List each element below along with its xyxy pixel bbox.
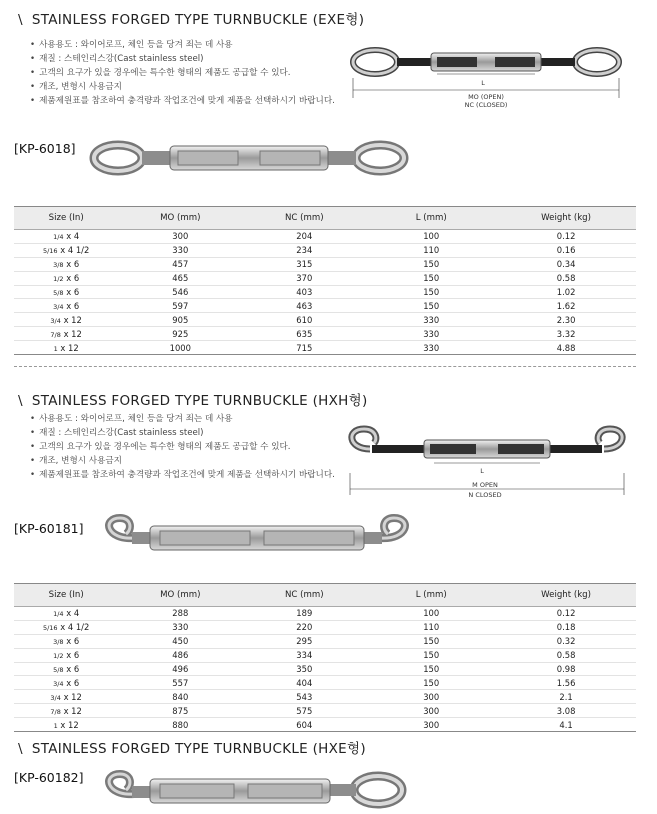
section-divider [14,366,636,367]
size-fraction: 1 [53,344,58,353]
weight-cell: 2.30 [496,313,636,327]
l-cell: 100 [366,607,496,621]
header-mo: MO (mm) [118,584,242,607]
mo-cell: 300 [118,230,242,244]
nc-cell: 315 [242,257,366,271]
size-length: x 6 [66,650,80,661]
mo-cell: 330 [118,243,242,257]
nc-cell: 370 [242,271,366,285]
table-row [14,634,636,648]
l-cell: 150 [366,257,496,271]
nc-cell: 463 [242,299,366,313]
size-cell [14,285,118,299]
weight-cell: 0.32 [496,634,636,648]
size-fraction: 5/8 [53,289,64,297]
size-length: x 6 [66,259,80,270]
header-weight: Weight (kg) [496,207,636,230]
size-cell [14,634,118,648]
l-cell: 330 [366,327,496,341]
header-size: Size (In) [14,584,118,607]
l-cell: 150 [366,634,496,648]
l-cell: 150 [366,299,496,313]
size-cell [14,257,118,271]
table-row [14,704,636,718]
mo-cell: 925 [118,327,242,341]
table-header-row [14,584,636,607]
table-row [14,285,636,299]
l-cell: 110 [366,243,496,257]
weight-cell: 3.08 [496,704,636,718]
size-length: x 12 [63,328,82,339]
table-row [14,327,636,341]
mo-cell: 875 [118,704,242,718]
size-cell [14,620,118,634]
size-fraction: 5/16 [42,247,58,256]
mo-cell: 288 [118,607,242,621]
l-cell: 300 [366,704,496,718]
size-length: x 6 [66,300,80,311]
table-row [14,648,636,662]
mo-cell: 457 [118,257,242,271]
table-row [14,620,636,634]
hxh-l-label: L [480,467,484,475]
exe-product-image [88,134,410,182]
table-row [14,313,636,327]
bullet-item: • 제품제원표를 참조하여 충격량과 작업조건에 맞게 제품을 선택하시기 바랍니다. [30,468,335,482]
l-cell: 150 [366,662,496,676]
size-fraction: 3/8 [53,638,64,647]
table-row [14,341,636,355]
size-cell [14,341,118,355]
bullet-item: • 개조, 변형시 사용금지 [30,454,335,468]
size-length: x 6 [66,273,80,284]
size-length: x 12 [63,705,82,716]
mo-cell: 880 [118,718,242,732]
nc-cell: 295 [242,634,366,648]
size-fraction: 3/4 [53,679,64,688]
size-cell [14,676,118,690]
mo-cell: 557 [118,676,242,690]
l-cell: 330 [366,313,496,327]
size-fraction: 1/4 [53,610,64,619]
nc-cell: 403 [242,285,366,299]
table-row [14,718,636,732]
table-row [14,607,636,621]
hxh-mo-label: M OPEN [472,481,498,489]
l-cell: 150 [366,285,496,299]
l-cell: 100 [366,230,496,244]
mo-cell: 330 [118,620,242,634]
weight-cell: 0.58 [496,271,636,285]
product-code-hxh: [KP-60181] [14,521,84,536]
size-fraction: 1/2 [53,652,64,661]
nc-cell: 635 [242,327,366,341]
nc-cell: 234 [242,243,366,257]
l-cell: 110 [366,620,496,634]
weight-cell: 0.12 [496,230,636,244]
exe-spec-table [14,206,636,355]
size-cell [14,718,118,732]
header-nc: NC (mm) [242,207,366,230]
header-l: L (mm) [366,584,496,607]
weight-cell: 4.1 [496,718,636,732]
size-cell [14,662,118,676]
size-fraction: 7/8 [50,330,61,339]
weight-cell: 0.12 [496,607,636,621]
mo-cell: 1000 [118,341,242,355]
weight-cell: 4.88 [496,341,636,355]
mo-cell: 597 [118,299,242,313]
weight-cell: 0.16 [496,243,636,257]
bullet-item: • 고객의 요구가 있을 경우에는 특수한 형태의 제품도 공급할 수 있다. [30,66,335,80]
hxh-dimension-diagram [342,425,632,503]
bullet-item: • 개조, 변형시 사용금지 [30,80,335,94]
section-title-hxe: \ STAINLESS FORGED TYPE TURNBUCKLE (HXE형) [18,741,366,757]
header-nc: NC (mm) [242,584,366,607]
bullet-item: • 재질 : 스테인리스강(Cast stainless steel) [30,52,335,66]
hxh-table-body [14,607,636,732]
nc-cell: 404 [242,676,366,690]
mo-cell: 905 [118,313,242,327]
table-row [14,271,636,285]
exe-table-body [14,230,636,355]
table-row [14,230,636,244]
exe-l-label: L [481,79,485,87]
size-length: x 4 [66,608,80,619]
l-cell: 330 [366,341,496,355]
size-length: x 6 [66,664,80,674]
weight-cell: 1.02 [496,285,636,299]
size-fraction: 3/4 [50,693,61,702]
nc-cell: 350 [242,662,366,676]
nc-cell: 604 [242,718,366,732]
hxh-spec-table [14,583,636,732]
l-cell: 300 [366,718,496,732]
nc-cell: 189 [242,607,366,621]
size-length: x 4 1/2 [60,245,90,256]
size-fraction: 5/16 [42,624,58,633]
nc-cell: 334 [242,648,366,662]
size-length: x 4 [66,231,80,242]
size-fraction: 1/2 [53,275,64,284]
size-cell [14,327,118,341]
hxh-nc-label: N CLOSED [468,491,502,499]
bullet-item: • 재질 : 스테인리스강(Cast stainless steel) [30,426,335,440]
size-fraction: 1 [53,721,58,730]
weight-cell: 0.98 [496,662,636,676]
size-cell [14,313,118,327]
size-cell [14,648,118,662]
exe-mo-label: MO (OPEN) [468,93,504,101]
table-row [14,257,636,271]
header-l: L (mm) [366,207,496,230]
size-fraction: 5/8 [53,666,64,674]
nc-cell: 204 [242,230,366,244]
exe-nc-label: NC (CLOSED) [464,101,508,109]
size-cell [14,704,118,718]
l-cell: 150 [366,648,496,662]
exe-bullet-list [30,38,335,108]
l-cell: 150 [366,676,496,690]
table-header-row [14,207,636,230]
header-mo: MO (mm) [118,207,242,230]
mo-cell: 486 [118,648,242,662]
weight-cell: 1.62 [496,299,636,313]
weight-cell: 1.56 [496,676,636,690]
size-length: x 4 1/2 [60,622,90,633]
exe-dimension-diagram [345,42,635,112]
size-cell [14,690,118,704]
size-fraction: 1/4 [53,233,64,242]
hxh-bullet-list [30,412,335,482]
l-cell: 150 [366,271,496,285]
table-row [14,662,636,676]
size-fraction: 7/8 [50,707,61,716]
size-cell [14,607,118,621]
size-length: x 12 [60,342,79,353]
header-size: Size (In) [14,207,118,230]
weight-cell: 0.58 [496,648,636,662]
weight-cell: 3.32 [496,327,636,341]
l-cell: 300 [366,690,496,704]
bullet-item: • 고객의 요구가 있을 경우에는 특수한 형태의 제품도 공급할 수 있다. [30,440,335,454]
bullet-item: • 제품제원표를 참조하여 충격량과 작업조건에 맞게 제품을 선택하시기 바랍니다. [30,94,335,108]
weight-cell: 0.18 [496,620,636,634]
size-length: x 6 [66,287,80,297]
table-row [14,243,636,257]
product-code-exe: [KP-6018] [14,141,76,156]
size-cell [14,299,118,313]
section-title-exe: \ STAINLESS FORGED TYPE TURNBUCKLE (EXE형) [18,12,365,28]
product-code-hxe: [KP-60182] [14,770,84,785]
hxh-product-image [98,512,416,560]
section-title-hxh: \ STAINLESS FORGED TYPE TURNBUCKLE (HXH형) [18,393,368,409]
size-cell [14,243,118,257]
table-row [14,690,636,704]
bullet-item: • 사용용도 : 와이어로프, 체인 등을 당겨 죄는 데 사용 [30,412,335,426]
mo-cell: 840 [118,690,242,704]
nc-cell: 575 [242,704,366,718]
mo-cell: 496 [118,662,242,676]
size-length: x 12 [63,691,82,702]
nc-cell: 543 [242,690,366,704]
size-length: x 6 [66,636,80,647]
header-weight: Weight (kg) [496,584,636,607]
table-row [14,676,636,690]
nc-cell: 220 [242,620,366,634]
nc-cell: 610 [242,313,366,327]
mo-cell: 546 [118,285,242,299]
mo-cell: 465 [118,271,242,285]
bullet-item: • 사용용도 : 와이어로프, 체인 등을 당겨 죄는 데 사용 [30,38,335,52]
size-fraction: 3/4 [50,316,61,325]
size-fraction: 3/4 [53,302,64,311]
size-cell [14,230,118,244]
size-fraction: 3/8 [53,261,64,270]
weight-cell: 2.1 [496,690,636,704]
mo-cell: 450 [118,634,242,648]
size-length: x 6 [66,677,80,688]
nc-cell: 715 [242,341,366,355]
table-row [14,299,636,313]
size-length: x 12 [63,314,82,325]
size-length: x 12 [60,719,79,730]
weight-cell: 0.34 [496,257,636,271]
size-cell [14,271,118,285]
hxe-product-image [98,766,408,814]
